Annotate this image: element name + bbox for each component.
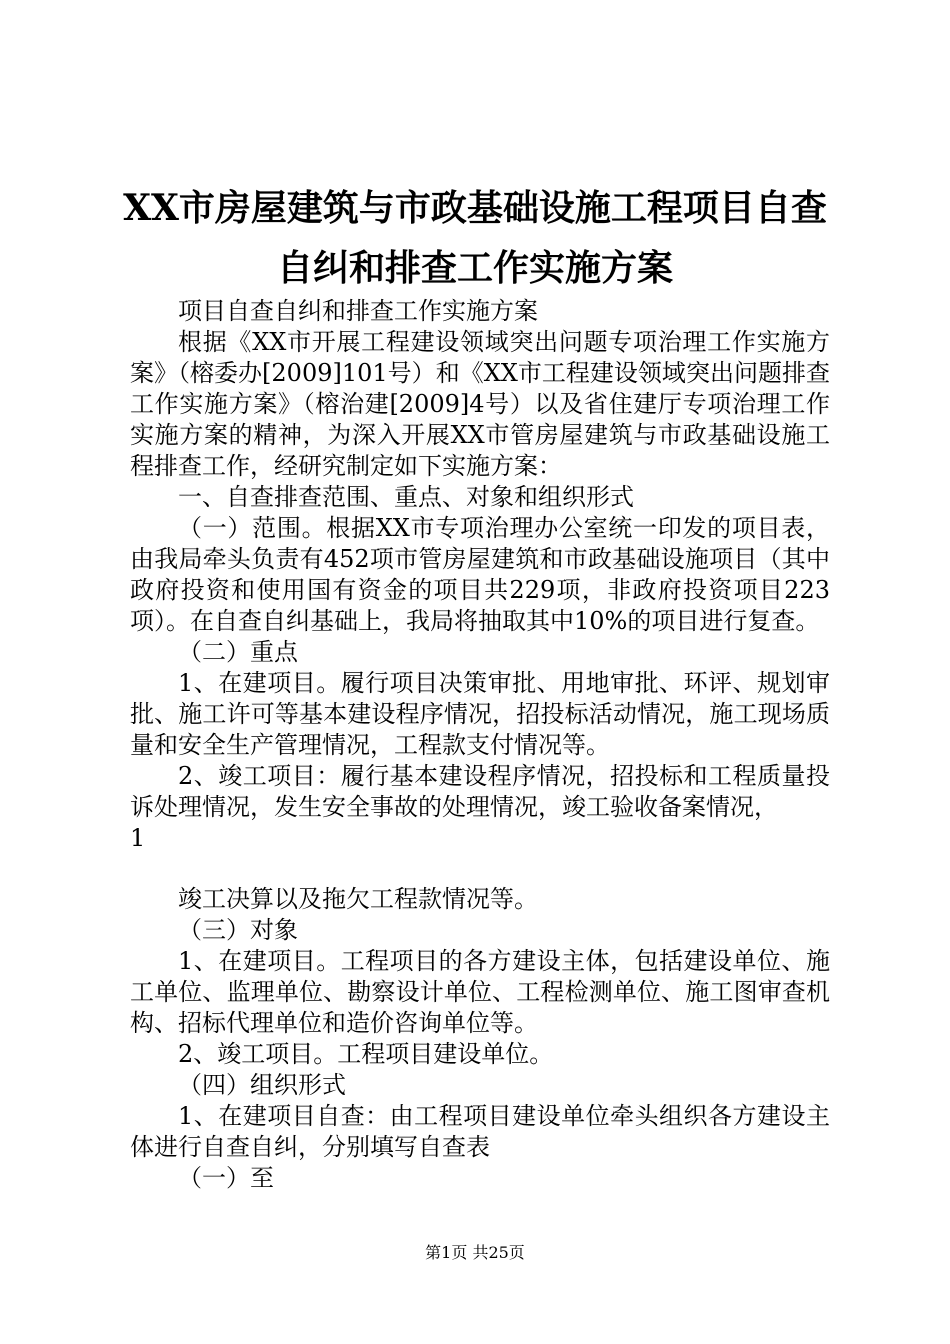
document-title-line-2: 自纠和排查工作实施方案 [276,247,673,289]
section-heading-1: 一、自查排查范围、重点、对象和组织形式 [178,483,634,511]
paragraph-focus-completed-cont: 竣工决算以及拖欠工程款情况等。 [178,885,538,913]
paragraph-targets-ongoing: 1、在建项目。工程项目的各方建设主体，包括建设单位、施工单位、监理单位、勘察设计单位、工程检测单位、施工图审查机构、招标代理单位和造价咨询单位等。 [130,947,830,1037]
paragraph-organization-cont: （一）至 [178,1164,274,1192]
paragraph-scope: （一）范围。根据XX市专项治理办公室统一印发的项目表，由我局牵头负责有452项市管房屋建筑和市政基础设施项目（其中政府投资和使用国有资金的项目共229项，非政府投资项目223项）。在自查自纠基础上，我局将抽取其中10%的项目进行复查。 [130,514,830,635]
subheading-targets: （三）对象 [178,916,298,944]
paragraph-subtitle: 项目自查自纠和排查工作实施方案 [178,297,538,325]
page-marker: 1 [130,824,146,852]
subheading-focus: （二）重点 [178,638,298,666]
document-body [130,296,830,1194]
document-title-line-1: XX市房屋建筑与市政基础设施工程项目自查 [123,187,827,229]
subheading-organization: （四）组织形式 [178,1071,346,1099]
paragraph-intro: 根据《XX市开展工程建设领域突出问题专项治理工作实施方案》（榕委办[2009]101号）和《XX市工程建设领域突出问题排查工作实施方案》（榕治建[2009]4号）以及省住建厅专项治理工作实施方案的精神，为深入开展XX市管房屋建筑与市政基础设施工程排查工作，经研究制定如下实施方案： [130,328,830,480]
paragraph-organization-ongoing: 1、在建项目自查：由工程项目建设单位牵头组织各方建设主体进行自查自纠，分别填写自查表 [130,1102,830,1161]
page-footer: 第1页 共25页 [425,1243,525,1262]
paragraph-focus-ongoing: 1、在建项目。履行项目决策审批、用地审批、环评、规划审批、施工许可等基本建设程序情况，招投标活动情况，施工现场质量和安全生产管理情况，工程款支付情况等。 [130,669,830,759]
paragraph-focus-completed: 2、竣工项目：履行基本建设程序情况，招投标和工程质量投诉处理情况，发生安全事故的处理情况，竣工验收备案情况， [130,762,830,821]
paragraph-targets-completed: 2、竣工项目。工程项目建设单位。 [178,1040,554,1068]
